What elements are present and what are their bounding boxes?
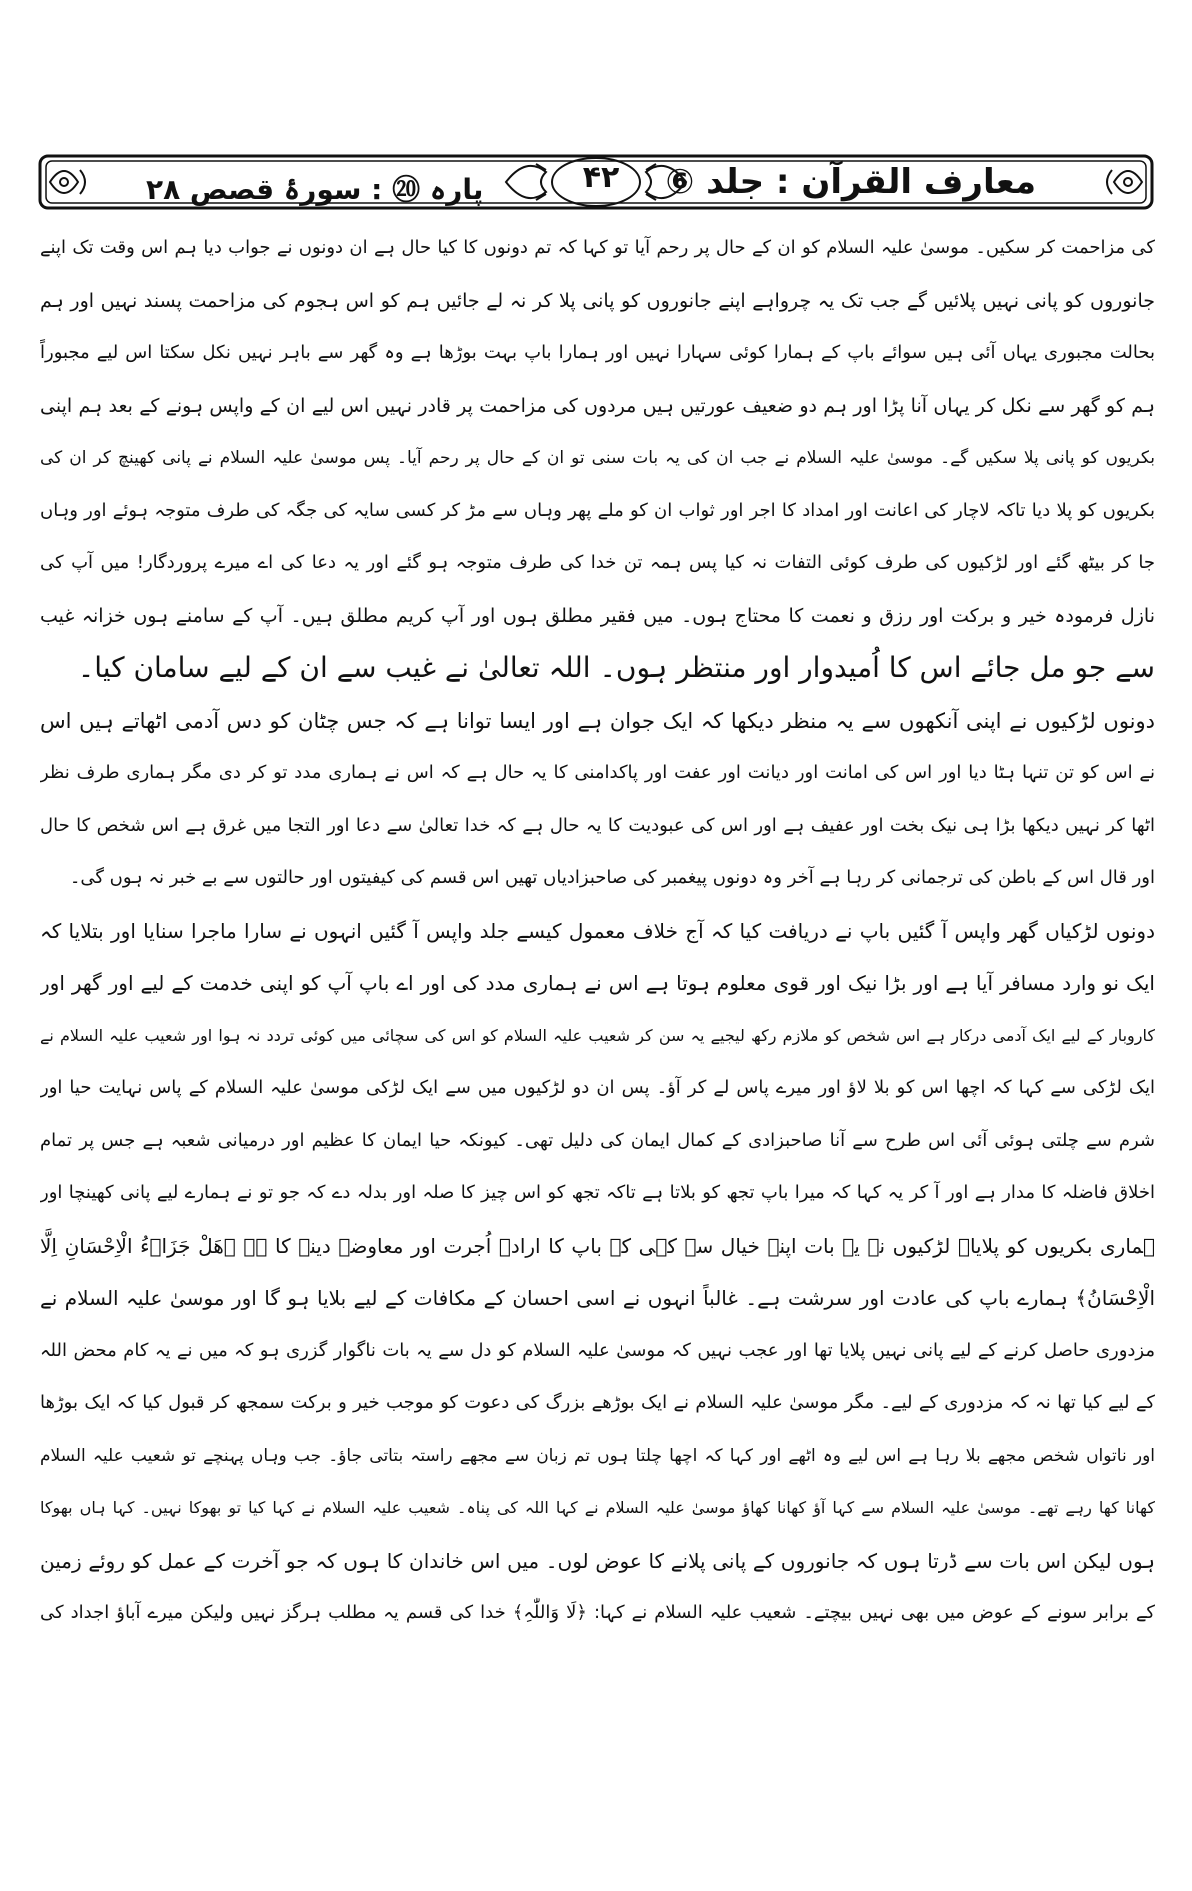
page-header xyxy=(36,150,1156,214)
text-line: ایک نو وارد مسافر آیا ہے اور بڑا نیک اور قوی معلوم ہوتا ہے اس نے ہماری مدد کی اور اے باپ آپ کو اپنی خدمت کے لیے اور گھر اور xyxy=(40,971,1155,995)
text-line: جانوروں کو پانی نہیں پلائیں گے جب تک یہ چرواہے اپنے جانوروں کو پانی پلا کر نہ لے جائیں ہم کو اس ہجوم کی مزاحمت پسند نہیں اور ہم xyxy=(40,289,1155,312)
text-line: دونوں لڑکیاں گھر واپس آ گئیں باپ نے دریافت کیا کہ آج خلاف معمول کیسے جلد واپس آ گئیں انہوں نے سارا ماجرا سنایا اور بتلایا کہ xyxy=(40,918,1155,943)
page-body xyxy=(40,222,1155,1640)
text-line: اخلاق فاضلہ کا مدار ہے اور آ کر یہ کہا کہ میرا باپ تجھ کو بلاتا ہے تاکہ تجھ کو اس چیز کا صلہ اور بدلہ دے کہ جو تو نے ہمارے لیے پانی کھینچا اور xyxy=(40,1182,1155,1203)
right-ornament-icon xyxy=(1107,170,1142,194)
text-line: بحالت مجبوری یہاں آئی ہیں سوائے باپ کے ہمارا کوئی سہارا نہیں اور ہمارا باپ بہت بوڑھا ہے وہ گھر سے باہر نہیں نکل سکتا اس لیے مجبوراً xyxy=(40,342,1155,363)
text-line: نازل فرمودہ خیر و برکت اور رزق و نعمت کا محتاج ہوں۔ میں فقیر مطلق ہوں اور آپ کریم مطلق ہیں۔ آپ کے سامنے ہوں خزانہ غیب xyxy=(40,604,1155,627)
text-line: اور قال اس کے باطن کی ترجمانی کر رہا ہے آخر وہ دونوں پیغمبر کی صاحبزادیاں تھیں اس قسم کی کیفیتوں اور حالتوں سے بے خبر نہ ہوں گی۔ xyxy=(69,867,1155,888)
book-title: معارف القرآن : جلد ⑥ xyxy=(665,162,1036,202)
text-line: اٹھا کر نہیں دیکھا بڑا ہی نیک بخت اور عفیف ہے اور اس کی عبودیت کا یہ حال ہے کہ خدا تعالیٰ سے دعا اور التجا میں غرق ہے اس شخص کا حال xyxy=(40,814,1155,836)
paragraph-3 xyxy=(40,905,1155,1640)
text-line: کاروبار کے لیے ایک آدمی درکار ہے اس شخص کو ملازم رکھ لیجیے یہ سن کر شعیب علیہ السلام کو اس کی سچائی میں کوئی تردد نہ ہوا اور شعیب علیہ السلام نے xyxy=(40,1025,1155,1045)
text-line: بکریوں کو پانی پلا سکیں گے۔ موسیٰ علیہ السلام نے جب ان کی یہ بات سنی تو ان کے حال پر رحم آیا۔ پس موسیٰ علیہ السلام نے پانی کھینچ کر ان کی xyxy=(40,448,1155,468)
text-line: ہماری بکریوں کو پلایا۔ لڑکیوں نے یہ بات اپنے خیال سے کہی کہ باپ کا ارادہ اُجرت اور معاوضہ دینے کا ہے ﴿ھَلْ جَزَاۗءُ الْاِحْسَانِ اِلَّا xyxy=(40,1233,1155,1258)
text-line: کے برابر سونے کے عوض میں بھی نہیں بیچتے۔ شعیب علیہ السلام نے کہا: ﴿لَا وَاللّٰہِ﴾ خدا کی قسم یہ مطلب ہرگز نہیں ولیکن میرے آباؤ اجداد کی xyxy=(40,1602,1155,1623)
section-label: پارہ ⑳ : سورۂ قصص ۲۸ xyxy=(146,173,484,206)
left-ornament-icon xyxy=(50,170,85,194)
text-line: ہم کو گھر سے نکل کر یہاں آنا پڑا اور ہم دو ضعیف عورتیں ہیں مردوں کی مزاحمت پر قادر نہیں اس لیے ان کے واپس ہونے کے بعد ہم اپنی xyxy=(40,394,1155,417)
text-line: شرم سے چلتی ہوئی آئی اس طرح سے آنا صاحبزادی کے کمال ایمان کی دلیل تھی۔ کیونکہ حیا ایمان کا عظیم اور درمیانی شعبہ ہے جس پر تمام xyxy=(40,1129,1155,1151)
text-line: نے اس کو تن تنہا ہٹا دیا اور اس کی امانت اور دیانت اور عفت اور پاکدامنی کا یہ حال ہے کہ اس نے ہماری مدد تو کر دی مگر ہماری طرف نظر xyxy=(40,762,1155,783)
text-line: کھانا کھا رہے تھے۔ موسیٰ علیہ السلام سے کہا آؤ کھانا کھاؤ موسیٰ علیہ السلام نے کہا اللہ کی پناہ۔ شعیب علیہ السلام نے کہا کیا تو بھوکا نہیں۔ کہا ہاں بھوکا xyxy=(40,1498,1155,1517)
text-line: اور ناتواں شخص مجھے بلا رہا ہے اس لیے وہ اٹھے اور کہا کہ اچھا چلتا ہوں تم زبان سے مجھے راستہ بتاتی جاؤ۔ جب وہاں پہنچے تو شعیب علیہ السلام xyxy=(40,1445,1155,1466)
paragraph-1 xyxy=(40,222,1155,695)
text-line: جا کر بیٹھ گئے اور لڑکیوں کی طرف کوئی التفات نہ کیا پس ہمہ تن خدا کی طرف متوجہ ہو گئے اور یہ دعا کی اے میرے پروردگار! میں آپ کی xyxy=(40,552,1155,573)
text-line: ایک لڑکی سے کہا کہ اچھا اس کو بلا لاؤ اور میرے پاس لے کر آؤ۔ پس ان دو لڑکیوں میں سے ایک لڑکی موسیٰ علیہ السلام کے پاس نہایت حیا اور xyxy=(40,1077,1155,1098)
text-line: کی مزاحمت کر سکیں۔ موسیٰ علیہ السلام کو ان کے حال پر رحم آیا تو کہا کہ تم دونوں کا کیا حال ہے ان دونوں نے جواب دیا ہم اس وقت تک اپنے xyxy=(40,237,1155,258)
text-line: مزدوری حاصل کرنے کے لیے پانی نہیں پلایا تھا اور عجب نہیں کہ موسیٰ علیہ السلام کو دل سے یہ بات ناگوار گزری ہو کہ میں نے یہ کام محض اللہ xyxy=(40,1339,1155,1361)
text-line: الْاِحْسَانُ﴾ ہمارے باپ کی عادت اور سرشت ہے۔ غالباً انہوں نے اسی احسان کے مکافات کے لیے بلایا ہو گا اور موسیٰ علیہ السلام نے xyxy=(40,1286,1155,1310)
text-line: سے جو مل جائے اس کا اُمیدوار اور منتظر ہوں۔ اللہ تعالیٰ نے غیب سے ان کے لیے سامان کیا۔ xyxy=(77,651,1155,684)
page-number: ۴۲ xyxy=(582,160,620,195)
text-line: بکریوں کو پلا دیا تاکہ لاچار کی اعانت اور امداد کا اجر اور ثواب ان کو ملے پھر وہاں سے مڑ کر کسی سایہ کی جگہ کی طرف متوجہ ہوئے اور وہاں xyxy=(40,499,1155,521)
text-line: دونوں لڑکیوں نے اپنی آنکھوں سے یہ منظر دیکھا کہ ایک جوان ہے اور ایسا توانا ہے کہ جس چٹان کو دس آدمی اٹھاتے ہیں اس xyxy=(40,708,1155,733)
paragraph-2 xyxy=(40,695,1155,905)
text-line: کے لیے کیا تھا نہ کہ مزدوری کے لیے۔ مگر موسیٰ علیہ السلام نے ایک بوڑھے بزرگ کی دعوت کو موجب خیر و برکت سمجھ کر قبول کیا کہ ایک بوڑھا xyxy=(40,1392,1155,1413)
text-line: ہوں لیکن اس بات سے ڈرتا ہوں کہ جانوروں کے پانی پلانے کا عوض لوں۔ میں اس خاندان کا ہوں کہ جو آخرت کے عمل کو روئے زمین xyxy=(40,1548,1155,1573)
